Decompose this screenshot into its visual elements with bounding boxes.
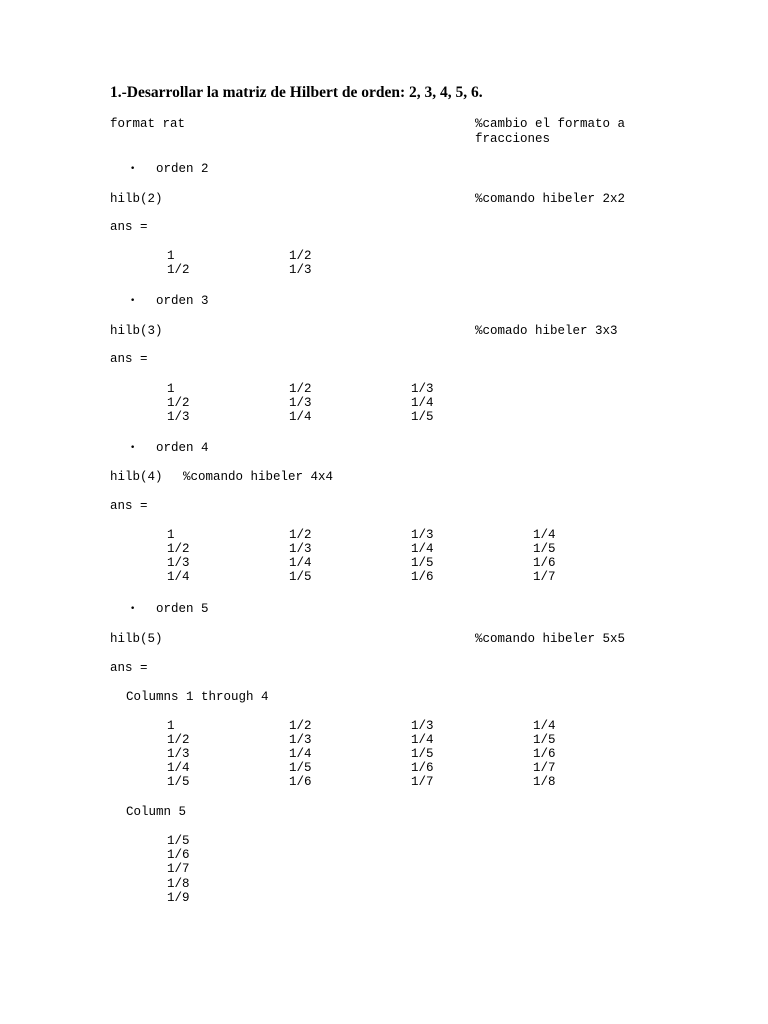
- matrix-cell: 1: [167, 249, 175, 263]
- page-heading: 1.-Desarrollar la matriz de Hilbert de orden: 2, 3, 4, 5, 6.: [110, 84, 483, 101]
- bullet-icon: •: [130, 164, 136, 174]
- matrix-cell: 1/6: [533, 747, 556, 761]
- matrix-cell: 1: [167, 528, 175, 542]
- format-comment: %cambio el formato a fracciones: [475, 117, 626, 146]
- matrix-cell: 1/6: [411, 761, 434, 775]
- matrix-cell: 1: [167, 382, 175, 396]
- matrix-cell: 1/8: [533, 775, 556, 789]
- matrix-cell: 1/9: [167, 891, 190, 905]
- hilb2-comment: %comando hibeler 2x2: [475, 192, 626, 206]
- matrix-cell: 1/4: [289, 747, 312, 761]
- matrix-cell: 1/3: [167, 410, 190, 424]
- hilb5-command: hilb(5): [110, 632, 163, 646]
- matrix-cell: 1/5: [289, 761, 312, 775]
- matrix-cell: 1/2: [167, 263, 190, 277]
- format-command: format rat: [110, 117, 186, 131]
- matrix-cell: 1/5: [167, 834, 190, 848]
- hilb3-command: hilb(3): [110, 324, 163, 338]
- matrix-cell: 1/3: [411, 719, 434, 733]
- hilb5-ans: ans =: [110, 661, 148, 675]
- matrix-cell: 1/3: [289, 263, 312, 277]
- hilb5-comment: %comando hibeler 5x5: [475, 632, 626, 646]
- matrix-cell: 1/5: [533, 733, 556, 747]
- matrix-cell: 1/6: [533, 556, 556, 570]
- matrix-cell: 1/5: [533, 542, 556, 556]
- matrix-cell: 1/5: [411, 747, 434, 761]
- matrix-cell: 1/7: [167, 862, 190, 876]
- matrix-cell: 1/5: [411, 410, 434, 424]
- bullet-orden-4: orden 4: [156, 441, 209, 455]
- matrix-cell: 1/2: [289, 719, 312, 733]
- matrix-cell: 1/3: [167, 556, 190, 570]
- matrix-cell: 1/4: [533, 528, 556, 542]
- matrix-cell: 1/3: [411, 382, 434, 396]
- matrix-cell: 1/2: [167, 396, 190, 410]
- matrix-cell: 1/4: [411, 733, 434, 747]
- matrix-cell: 1/4: [411, 542, 434, 556]
- bullet-orden-3: orden 3: [156, 294, 209, 308]
- matrix-cell: 1/5: [167, 775, 190, 789]
- hilb3-comment: %comado hibeler 3x3: [475, 324, 618, 338]
- bullet-orden-2: orden 2: [156, 162, 209, 176]
- matrix-cell: 1/4: [167, 570, 190, 584]
- matrix-cell: 1/3: [167, 747, 190, 761]
- matrix-cell: 1/2: [289, 382, 312, 396]
- matrix-cell: 1/4: [289, 556, 312, 570]
- column5-caption: Column 5: [126, 805, 187, 819]
- hilb3-ans: ans =: [110, 352, 148, 366]
- matrix-cell: 1/2: [289, 249, 312, 263]
- matrix-cell: 1/5: [289, 570, 312, 584]
- matrix-cell: 1/7: [533, 761, 556, 775]
- matrix-cell: 1/6: [289, 775, 312, 789]
- matrix-cell: 1/2: [167, 733, 190, 747]
- matrix-cell: 1/4: [167, 761, 190, 775]
- matrix-cell: 1/8: [167, 877, 190, 891]
- bullet-icon: •: [130, 296, 136, 306]
- matrix-cell: 1/6: [411, 570, 434, 584]
- matrix-cell: 1: [167, 719, 175, 733]
- columns-caption: Columns 1 through 4: [126, 690, 269, 704]
- matrix-cell: 1/4: [411, 396, 434, 410]
- matrix-cell: 1/7: [533, 570, 556, 584]
- matrix-cell: 1/3: [289, 396, 312, 410]
- hilb4-command: hilb(4): [110, 470, 163, 484]
- matrix-cell: 1/2: [289, 528, 312, 542]
- matrix-cell: 1/2: [167, 542, 190, 556]
- matrix-cell: 1/5: [411, 556, 434, 570]
- matrix-cell: 1/4: [289, 410, 312, 424]
- bullet-icon: •: [130, 604, 136, 614]
- matrix-cell: 1/6: [167, 848, 190, 862]
- bullet-orden-5: orden 5: [156, 602, 209, 616]
- matrix-cell: 1/3: [289, 733, 312, 747]
- hilb2-command: hilb(2): [110, 192, 163, 206]
- hilb4-ans: ans =: [110, 499, 148, 513]
- hilb2-ans: ans =: [110, 220, 148, 234]
- bullet-icon: •: [130, 443, 136, 453]
- matrix-cell: 1/3: [289, 542, 312, 556]
- matrix-cell: 1/3: [411, 528, 434, 542]
- matrix-cell: 1/7: [411, 775, 434, 789]
- matrix-cell: 1/4: [533, 719, 556, 733]
- hilb4-comment: %comando hibeler 4x4: [183, 470, 334, 484]
